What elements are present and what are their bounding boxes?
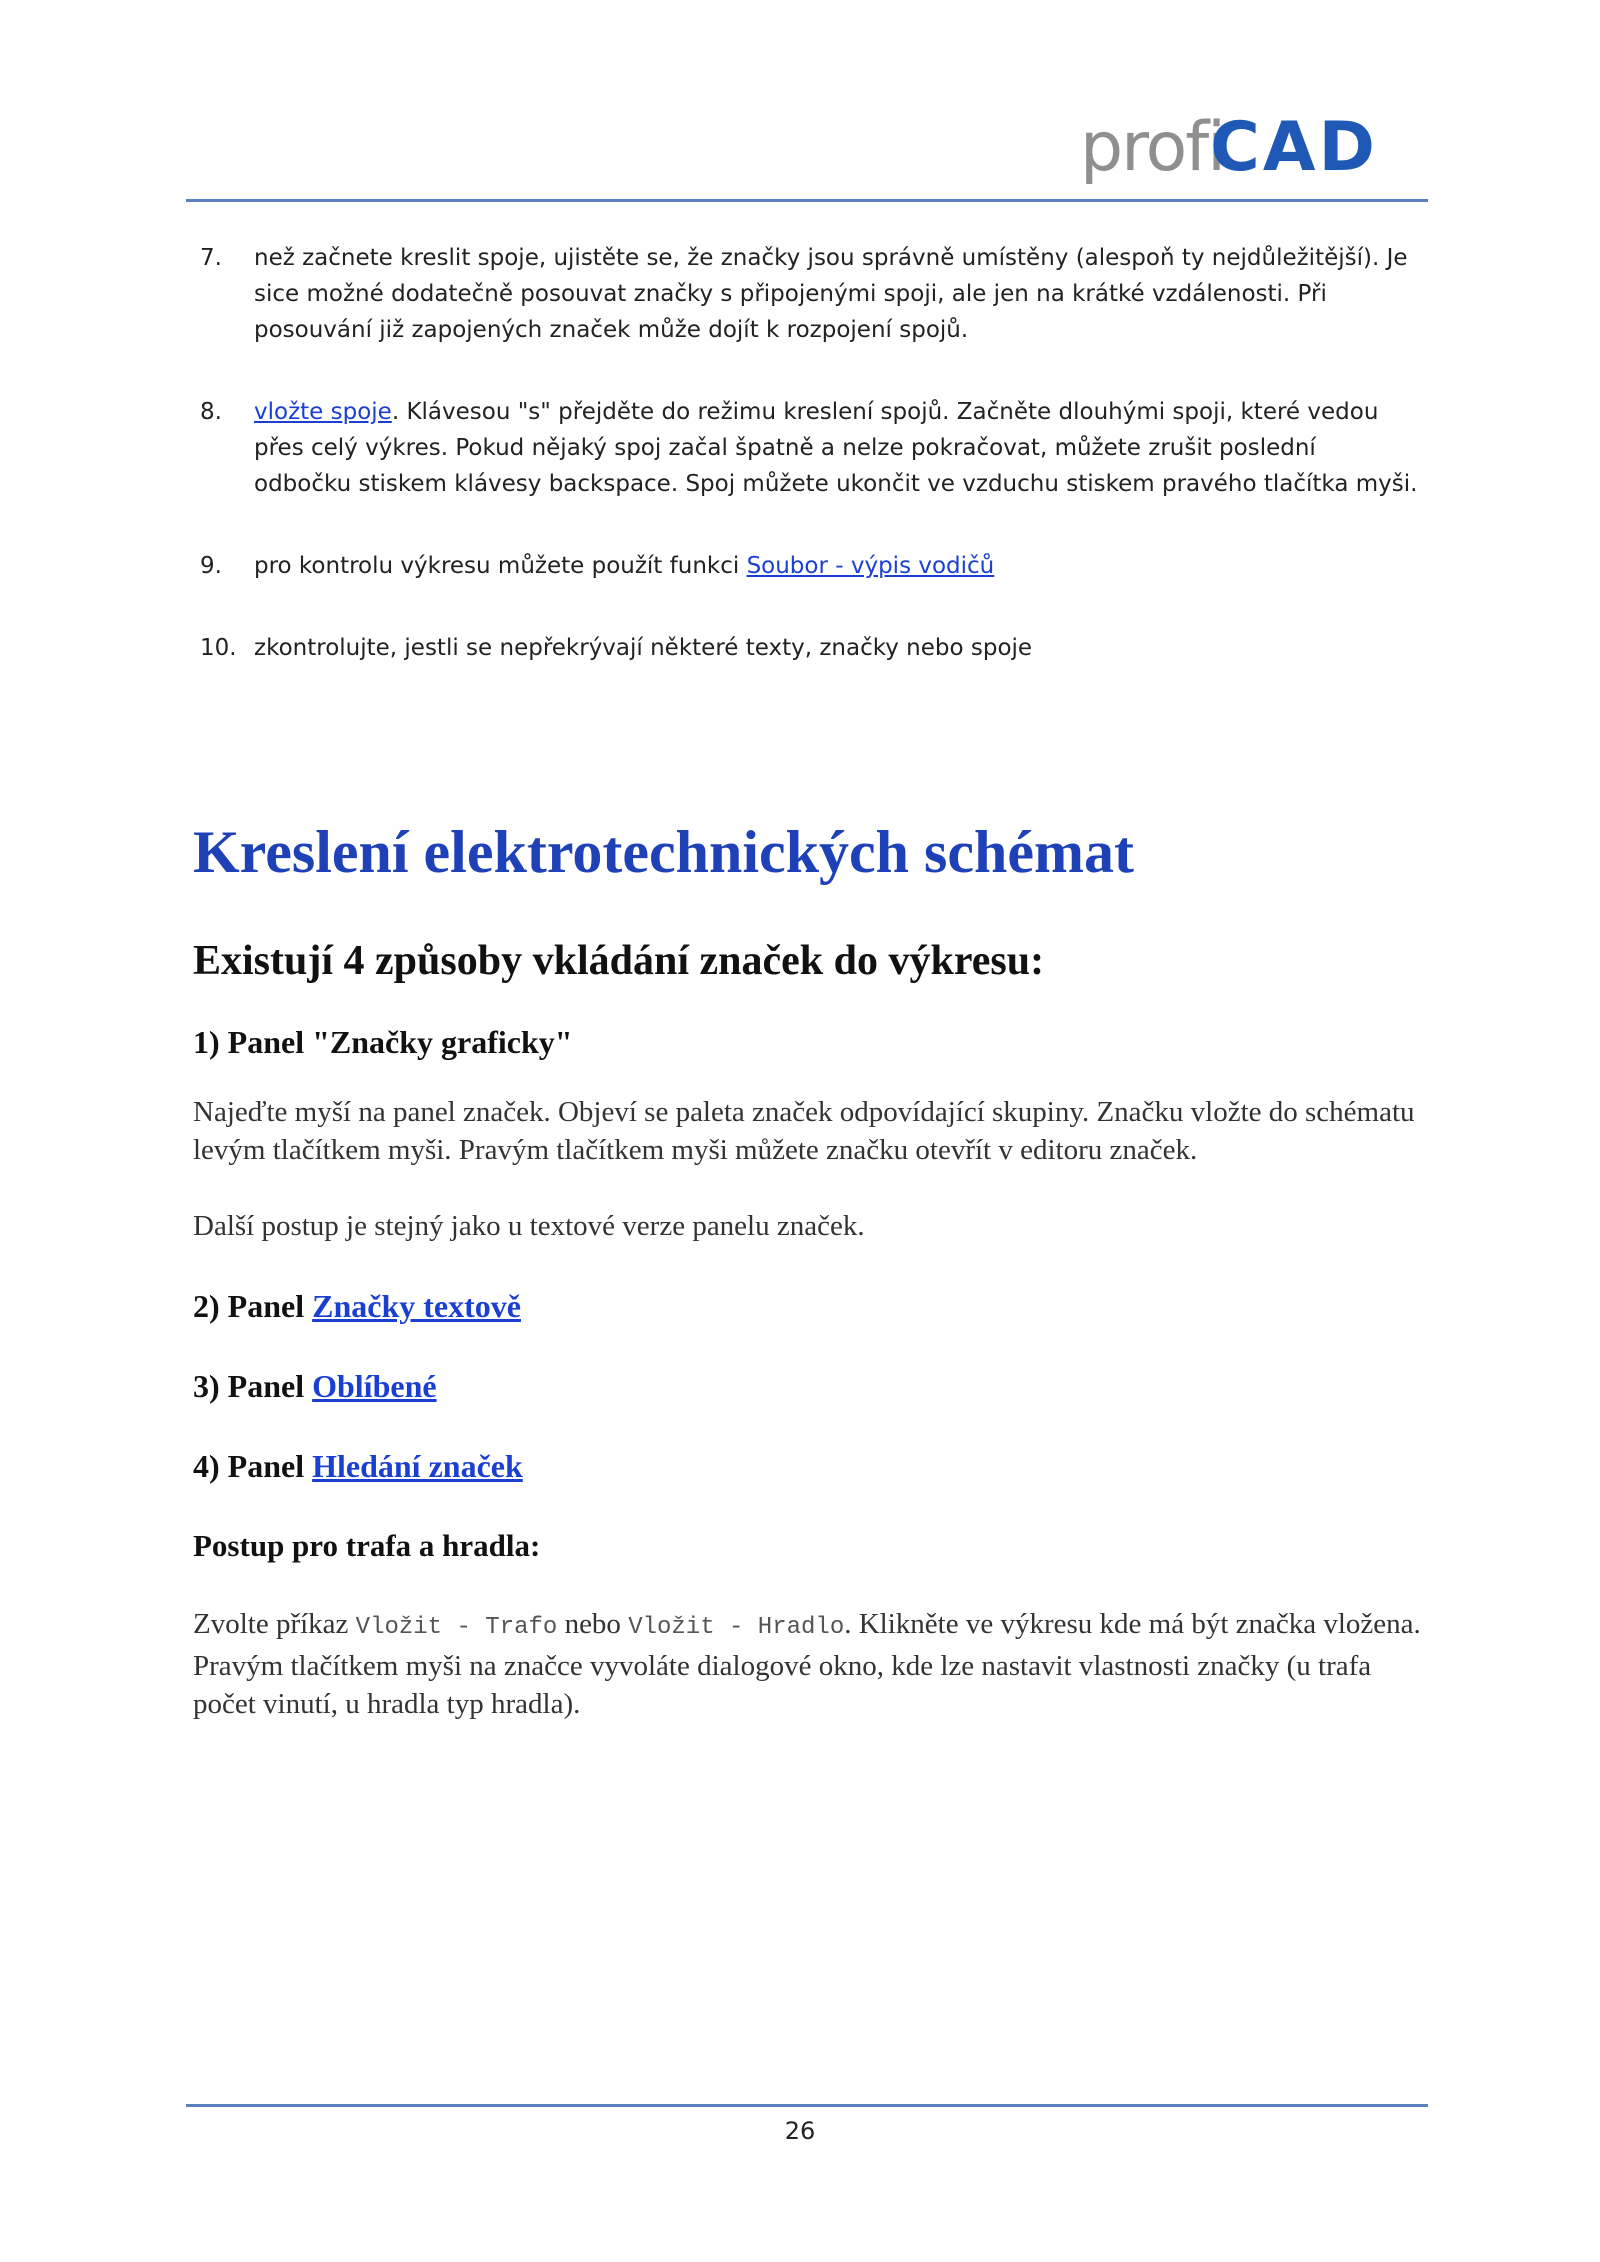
section-title: Kreslení elektrotechnických schémat	[193, 819, 1134, 885]
panel4-heading	[193, 1445, 1423, 1487]
procedure-heading: Postup pro trafa a hradla:	[193, 1528, 541, 1563]
logo-prefix: profi	[1080, 108, 1225, 187]
logo-suffix: CAD	[1210, 108, 1378, 187]
panel3-prefix: 3) Panel	[193, 1368, 313, 1404]
proficad-logo	[1080, 104, 1410, 190]
list-number: 7.	[200, 245, 222, 271]
list-text: než začnete kreslit spoje, ujistěte se, že značky jsou správně umístěny (alespoň ty nejdůležitější). Je sice možné dodatečně posouvat značky s připojenými spoji, ale jen na krátké vzdálenosti. Při posouvání již zapojených značek může dojít k rozpojení spojů.	[254, 245, 1408, 343]
panel4-link[interactable]: Hledání značek	[312, 1448, 523, 1484]
list-number: 9.	[200, 553, 222, 579]
panel3-link[interactable]: Oblíbené	[312, 1368, 437, 1404]
panel1-heading: 1) Panel "Značky graficky"	[193, 1024, 573, 1060]
list-text: pro kontrolu výkresu můžete použít funkci	[254, 553, 747, 579]
list-item-9	[200, 548, 1420, 584]
procedure-paragraph	[193, 1605, 1423, 1723]
footer-divider	[186, 2104, 1428, 2107]
procedure-text-1: Zvolte příkaz	[193, 1608, 356, 1640]
panel4-prefix: 4) Panel	[193, 1448, 313, 1484]
insert-wires-link[interactable]: vložte spoje	[254, 399, 392, 425]
list-text: . Klávesou "s" přejděte do režimu kreslení spojů. Začněte dlouhými spoji, které vedou přes celý výkres. Pokud nějaký spoj začal špatně a nelze pokračovat, můžete zrušit poslední odbočku stiskem klávesy backspace. Spoj můžete ukončit ve vzduchu stiskem pravého tlačítka myši.	[254, 399, 1418, 497]
procedure-text-3: . Klikněte ve výkresu kde má být značka vložena. Pravým tlačítkem myši na značce vyvoláte dialogové okno, kde lze nastavit vlastnosti značky (u trafa počet vinutí, u hradla typ hradla).	[193, 1608, 1421, 1720]
page-number: 26	[784, 2117, 816, 2145]
panel2-prefix: 2) Panel	[193, 1288, 313, 1324]
list-number: 10.	[200, 635, 237, 661]
list-item-10	[200, 630, 1420, 666]
panel2-heading	[193, 1285, 1423, 1327]
list-text: zkontrolujte, jestli se nepřekrývají některé texty, značky nebo spoje	[254, 635, 1033, 661]
panel1-paragraph-1: Najeďte myší na panel značek. Objeví se paleta značek odpovídající skupiny. Značku vložte do schématu levým tlačítkem myši. Pravým tlačítkem myši můžete značku otevřít v editoru značek.	[193, 1096, 1415, 1166]
main-section	[193, 815, 1423, 1723]
list-item-8	[200, 394, 1420, 502]
header-divider	[186, 199, 1428, 202]
menu-command-hradlo: Vložit - Hradlo	[628, 1614, 845, 1641]
numbered-list	[200, 240, 1420, 666]
list-number: 8.	[200, 399, 222, 425]
panel3-heading	[193, 1365, 1423, 1407]
procedure-text-2: nebo	[557, 1608, 629, 1640]
panel1-paragraph-2: Další postup je stejný jako u textové verze panelu značek.	[193, 1210, 865, 1242]
section-subtitle: Existují 4 způsoby vkládání značek do výkresu:	[193, 938, 1045, 984]
menu-command-trafo: Vložit - Trafo	[355, 1614, 558, 1641]
list-item-7	[200, 240, 1420, 348]
panel2-link[interactable]: Značky textově	[312, 1288, 521, 1324]
wire-list-link[interactable]: Soubor - výpis vodičů	[746, 553, 995, 579]
